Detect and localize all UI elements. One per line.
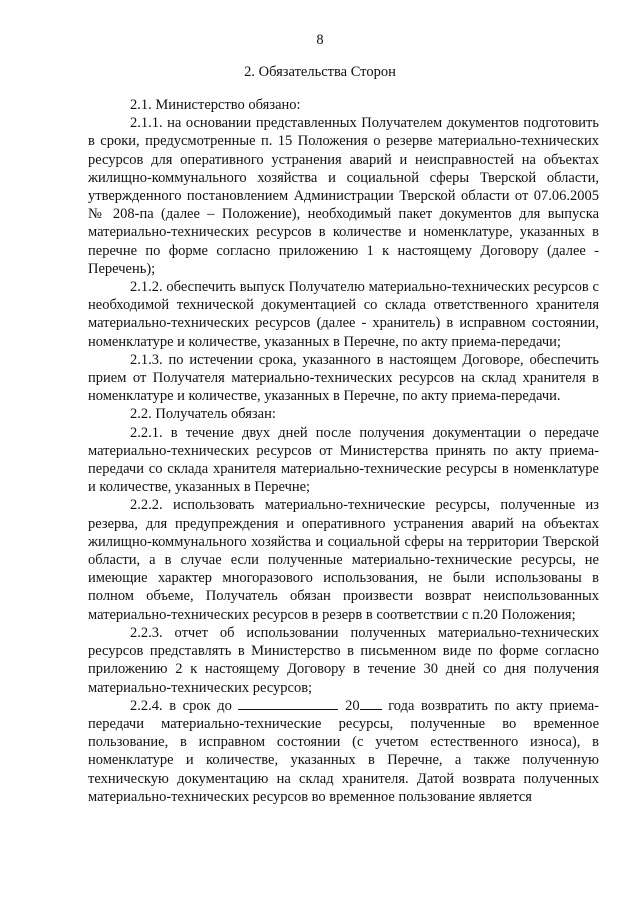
paragraph-2-1-2: 2.1.2. обеспечить выпуск Получателю материально-технических ресурсов с необходимой технической документацией со склада ответственного хранителя материально-технических ресурсов (далее - хранитель) в исправном состоянии, номенклатуре и количестве, указанных в Перечне, по акту приема-передачи; <box>88 279 599 350</box>
paragraph-2-2-2: 2.2.2. использовать материально-технические ресурсы, полученные из резерва, для предупреждения и оперативного устранения аварий на объектах жилищно-коммунального хозяйства и социальной сферы на территории Тверской области, а в случае если полученные материально-технические ресурсы, не имеющие характер многоразового использования, не были использованы в полном объеме, Получатель обязан произвести возврат неиспользованных материально-технических ресурсов в резерв в соответствии с п.20 Положения; <box>88 497 599 623</box>
date-blank-line <box>238 697 338 710</box>
document-body <box>88 96 599 806</box>
paragraph-2-2-4-start: 2.2.4. в срок до <box>130 697 239 714</box>
paragraph-2-2-4-year: 20 <box>338 697 360 714</box>
paragraph-2-1-1: 2.1.1. на основании представленных Получателем документов подготовить в сроки, предусмотренные п. 15 Положения о резерве материально-технических ресурсов для оперативного устранения аварий и неисправностей на объектах жилищно-коммунального хозяйства и социальной сферы Тверской области, утвержденного постановлением Администрации Тверской области от 07.06.2005 № 208-па (далее – Положение), необходимый пакет документов для выпуска материально-технических ресурсов в количестве и номенклатуре, указанных в перечне по форме согласно приложению 1 к настоящему Договору (далее - Перечень); <box>88 115 599 277</box>
paragraph-2-1: 2.1. Министерство обязано: <box>130 97 301 113</box>
paragraph-2-2-4 <box>88 697 599 806</box>
paragraph-2-2: 2.2. Получатель обязан: <box>130 406 276 423</box>
section-title: 2. Обязательства Сторон <box>244 64 396 80</box>
paragraph-2-2-1: 2.2.1. в течение двух дней после получения документации о передаче материально-технических ресурсов от Министерства принять по акту приема-передачи со склада хранителя материально-технические ресурсы в номенклатуре и количестве, указанных в Перечне; <box>88 424 599 496</box>
page-number: 8 <box>316 32 324 48</box>
paragraph-2-2-4-rest: года возвратить по акту приема-передачи материально-технические ресурсы, полученные во временное пользование, в исправном состоянии (с учетом естественного износа), в номенклатуре и количестве, указанных в Перечне, а также полученную техническую документацию на склад хранителя. Датой возврата полученных материально-технических ресурсов во временное пользование является <box>88 697 599 805</box>
paragraph-2-2-3: 2.2.3. отчет об использовании полученных материально-технических ресурсов представлять в Министерство в письменном виде по форме согласно приложению 2 к настоящему Договору в течение 30 дней со дня получения материально-технических ресурсов; <box>88 624 599 696</box>
year-blank-line <box>360 697 382 710</box>
paragraph-2-1-3: 2.1.3. по истечении срока, указанного в настоящем Договоре, обеспечить прием от Получателя материально-технических ресурсов на склад хранителя в номенклатуре и количестве, указанных в Перечне, по акту приема-передачи. <box>88 351 599 405</box>
